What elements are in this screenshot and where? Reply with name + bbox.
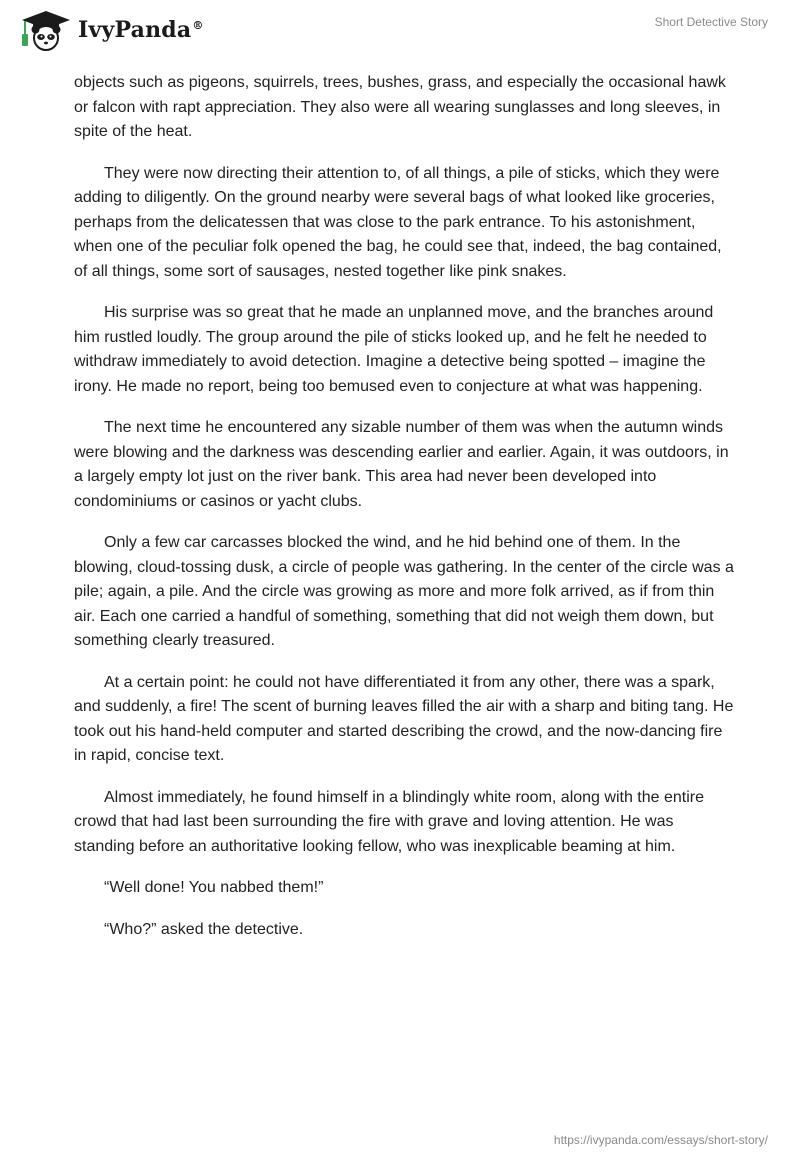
essay-body [74,71,734,959]
page-header [0,0,800,70]
brand-name: IvyPanda® [78,17,204,43]
paragraph-8: “Well done! You nabbed them!” [104,879,324,896]
paragraph-9: “Who?” asked the detective. [104,920,304,938]
paragraph-2: They were now directing their attention to, of all things, a pile of sticks, which they were adding to diligently. On the ground nearby were several bags of what looked like groceries, perhaps from the delicatessen that was close to the park entrance. To his astonishment, when one of the peculiar folk opened the bag, he could see that, indeed, the bag contained, of all things, some sort of sausages, nested together like pink snakes. [74,164,722,280]
paragraph-4: The next time he encountered any sizable number of them was when the autumn winds were blowing and the darkness was descending earlier and earlier. Again, it was outdoors, in a largely empty lot just on the river bank. This area had never been developed into condominiums or casinos or yacht clubs. [74,419,729,510]
source-url-link[interactable]: https://ivypanda.com/essays/short-story/ [553,1133,768,1147]
document-title: Short Detective Story [654,15,768,29]
panda-graduate-icon [16,8,74,52]
paragraph-7: Almost immediately, he found himself in a blindingly white room, along with the entire crowd that had last been surrounding the fire with grave and loving attention. He was standing before an authoritative looking fellow, who was inexplicable beaming at him. [74,788,704,855]
paragraph-5: Only a few car carcasses blocked the wind, and he hid behind one of them. In the blowing, cloud-tossing dusk, a circle of people was gathering. In the center of the circle was a pile; again, a pile. And the circle was growing as more and more folk arrived, as if from thin air. Each one carried a handful of something, something that did not weigh them down, but something clearly treasured. [74,534,734,649]
paragraph-1: objects such as pigeons, squirrels, trees, bushes, grass, and especially the occasional hawk or falcon with rapt appreciation. They also were all wearing sunglasses and long sleeves, in spite of the heat. [74,74,726,140]
paragraph-6: At a certain point: he could not have differentiated it from any other, there was a spark, and suddenly, a fire! The scent of burning leaves filled the air with a sharp and biting tang. He took out his hand-held computer and started describing the crowd, and the now-dancing fire in rapid, concise text. [74,673,734,764]
ivypanda-logo[interactable] [16,8,204,52]
paragraph-3: His surprise was so great that he made an unplanned move, and the branches around him rustled loudly. The group around the pile of sticks looked up, and he felt he needed to withdraw immediately to avoid detection. Imagine a detective being spotted – imagine the irony. He made no report, being too bemused even to conjecture at what was happening. [74,304,714,395]
